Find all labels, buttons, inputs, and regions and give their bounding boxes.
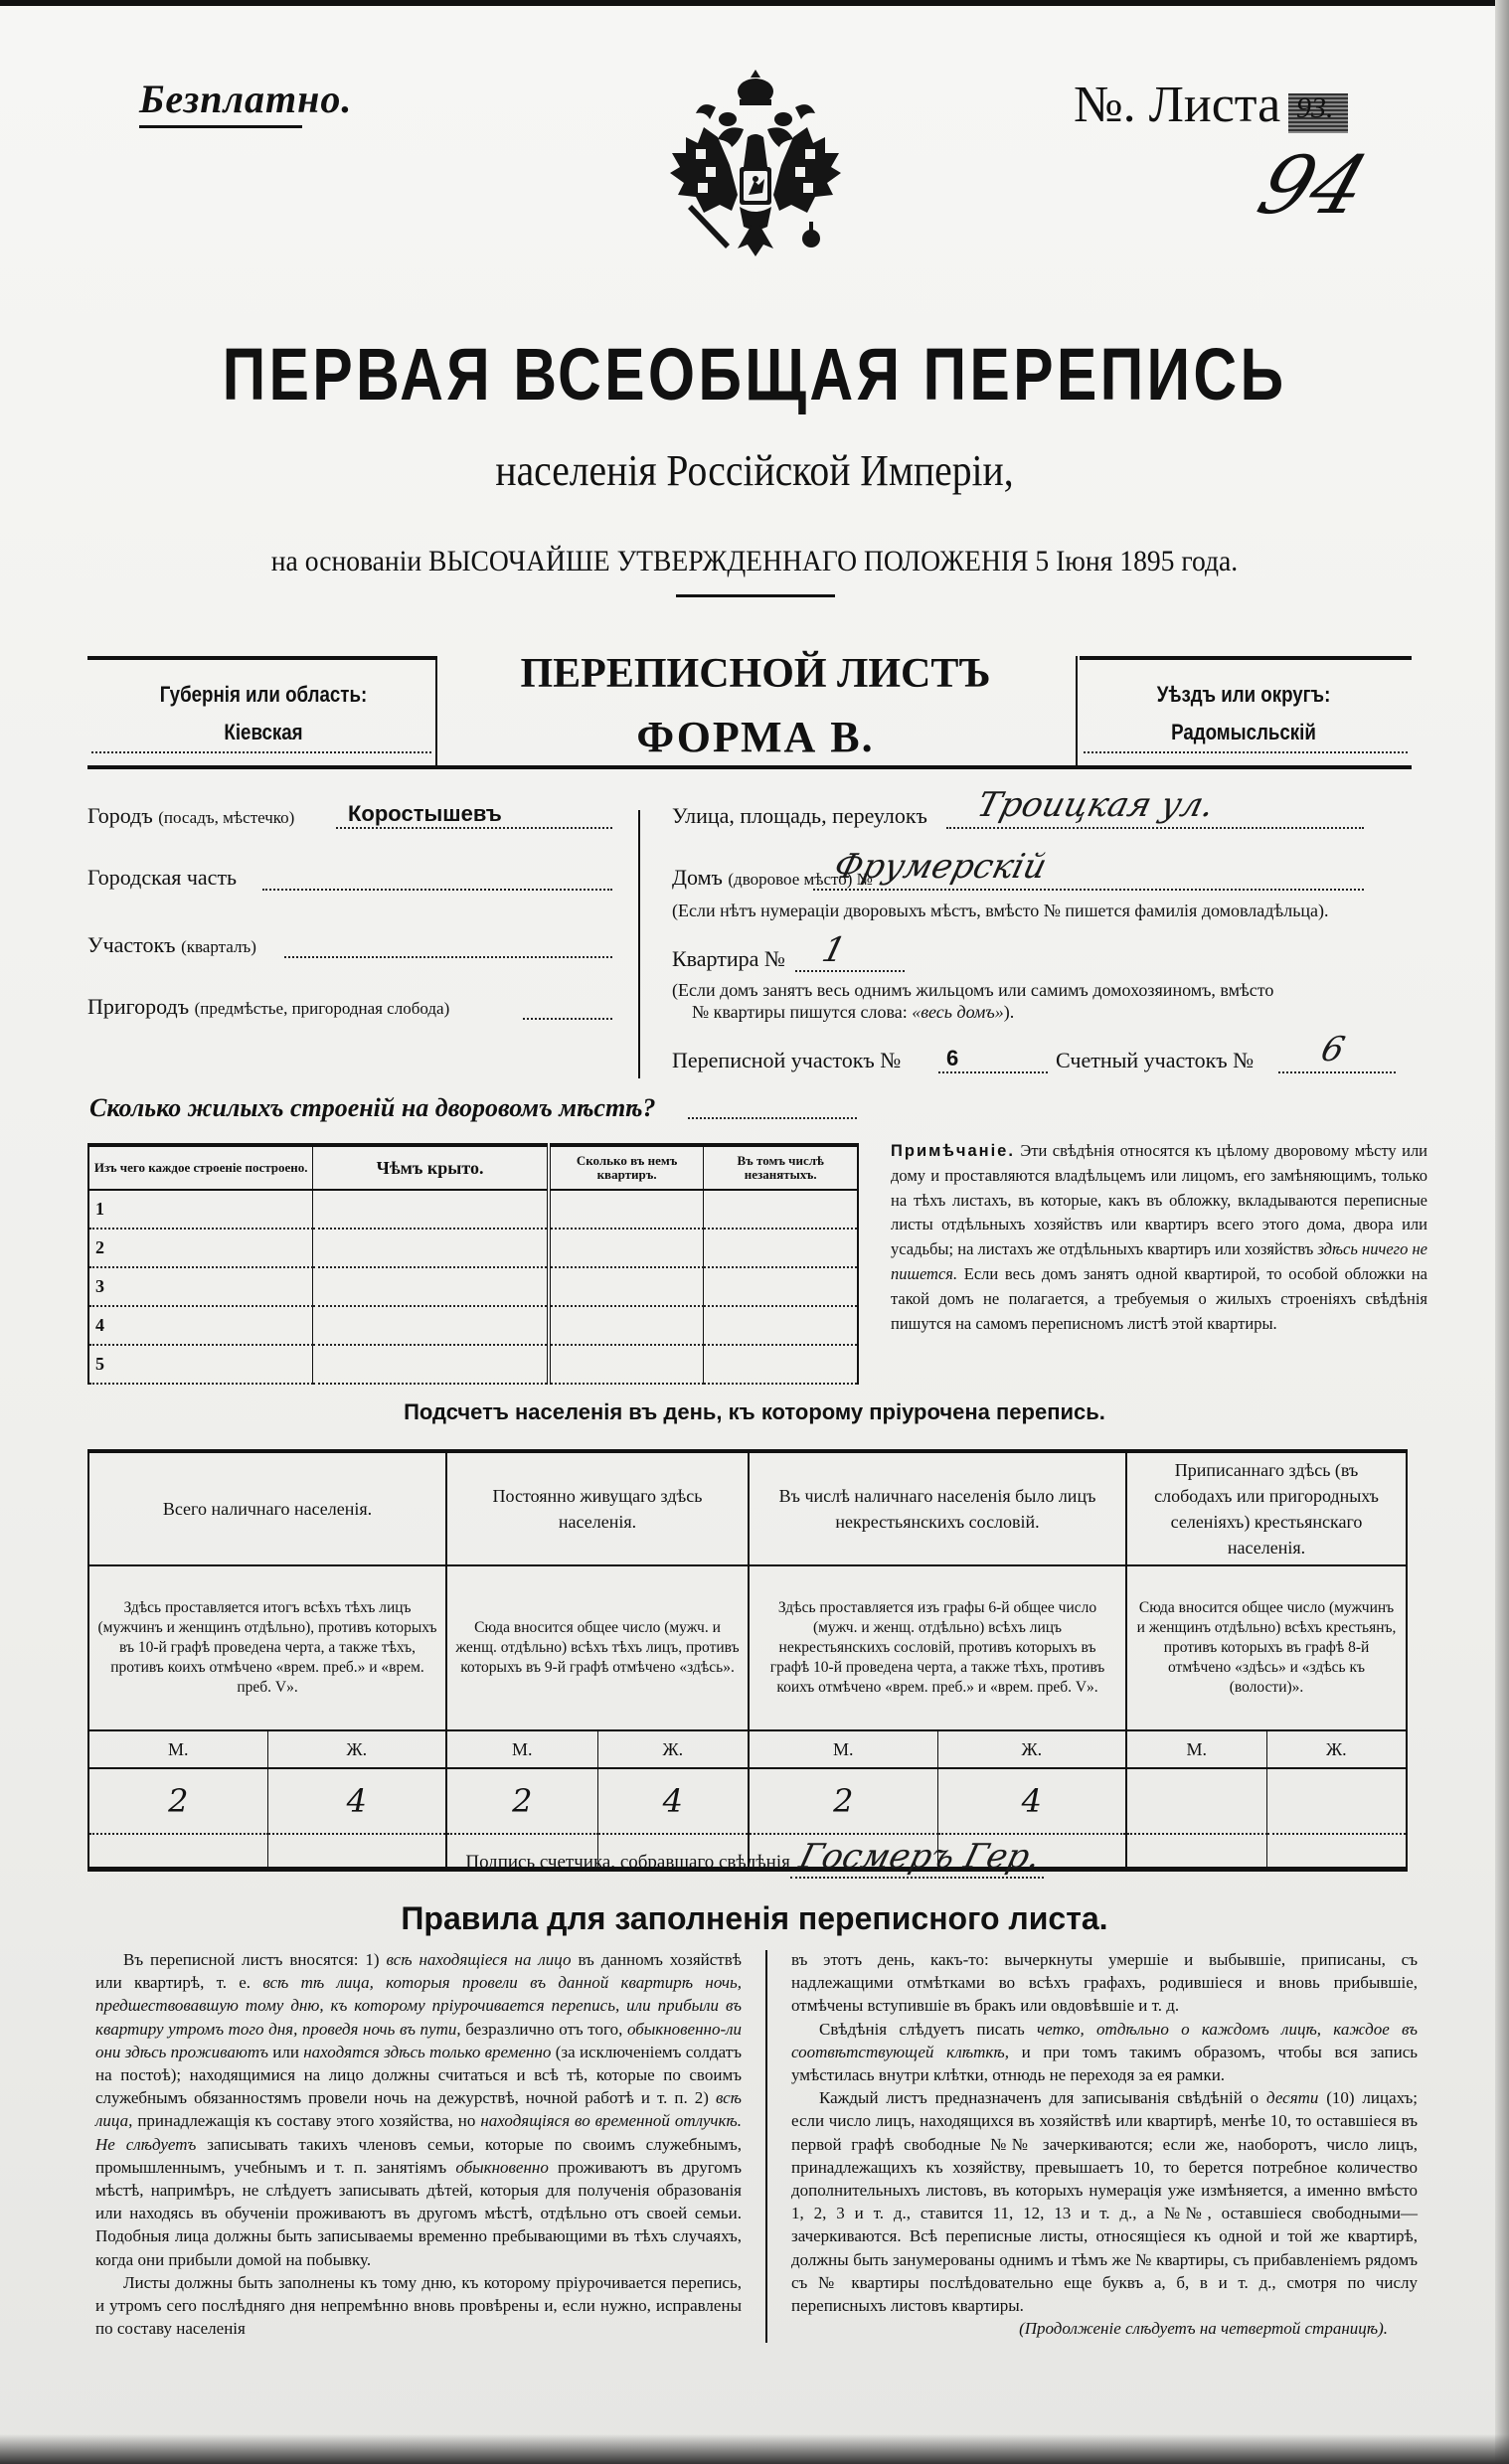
row-number[interactable]: 5 — [88, 1345, 313, 1384]
province-label: Губернія или область: — [159, 682, 368, 707]
house-fill-line — [813, 889, 1364, 891]
apartment-note-whole-house: «весь домъ» — [912, 1002, 1004, 1022]
rules-paragraph — [791, 2086, 1418, 2317]
continued-note: (Продолженіе слѣдуетъ на четвертой страницѣ). — [1019, 2319, 1388, 2339]
apartment-fill-line — [795, 970, 905, 972]
header-rule-left — [87, 656, 435, 660]
quarter-fill-line[interactable] — [284, 956, 612, 958]
male-header: М. — [88, 1730, 267, 1768]
house-value[interactable]: Фрумерскій — [830, 847, 1051, 887]
city-hint: (посадъ, мѣстечко) — [158, 808, 295, 827]
free-of-charge-label: Безплатно. — [139, 77, 353, 121]
city-part-fill-line[interactable] — [262, 889, 612, 891]
non-peasant-female-value[interactable]: 4 — [937, 1768, 1126, 1834]
rules-text: записывать такихъ членовъ семьи, которые по своимъ служебнымъ, промышленнымъ, учебнымъ и т. п. занятіямъ — [95, 2134, 743, 2177]
col-roofed-with: Чѣмъ крыто. — [313, 1145, 549, 1190]
total-male-value[interactable]: 2 — [88, 1768, 267, 1834]
rules-text: (за исключеніемъ солдатъ на постоѣ); находящимися на лицо должны считаться и всѣ тѣ, которые по своимъ служебнымъ обязанностямъ провели ночь на дежурствѣ, ночной работѣ и т. п. 2) — [95, 2042, 742, 2108]
sheet-number-handwritten: 94 — [1247, 139, 1379, 232]
cell-apartments[interactable] — [549, 1229, 704, 1267]
table-row — [88, 1190, 858, 1229]
scan-top-edge — [0, 0, 1509, 6]
quarter-field — [87, 932, 256, 958]
suburb-hint: (предмѣстье, пригородная слобода) — [194, 999, 450, 1018]
cell-roof[interactable] — [313, 1267, 549, 1306]
rules-text: Въ переписной листъ вносятся: 1) — [123, 1950, 380, 1969]
apartment-label: Квартира № — [672, 946, 785, 971]
buildings-table-header — [88, 1145, 858, 1190]
female-header: Ж. — [267, 1730, 446, 1768]
district-label: Уѣздъ или округъ: — [1156, 682, 1331, 707]
quarter-hint: (кварталъ) — [181, 937, 256, 956]
province-value[interactable]: Кіевская — [224, 720, 303, 744]
rules-text: проживаютъ въ другомъ мѣстѣ, напримѣръ, не слѣдуетъ записывать дѣтей, которыя для полученія образованія или находясь въ обученіи проживаютъ въ другомъ мѣстѣ, отдѣльно отъ своей семьи. Подобныя лица должны быть записываемы временно пребывающими въ тѣхъ случаяхъ, когда они прибыли домой на побывку. — [95, 2157, 743, 2269]
cell-apartments[interactable] — [549, 1190, 704, 1229]
street-value[interactable]: Троицкая ул. — [973, 785, 1219, 825]
house-note: (Если нѣтъ нумераціи дворовыхъ мѣстъ, вмѣсто № пишется фамилія домовладѣльца). — [672, 901, 1329, 920]
address-column-divider — [638, 810, 640, 1078]
rules-paragraph — [95, 1948, 742, 2271]
header-divider-right — [1076, 656, 1078, 765]
title-divider — [676, 594, 835, 597]
row-number[interactable]: 4 — [88, 1306, 313, 1345]
house-hint: (дворовое мѣсто) № — [728, 870, 873, 889]
note-text-italic: здѣсь ничего не пишется. — [891, 1239, 1428, 1283]
non-peasant-male-value[interactable]: 2 — [749, 1768, 937, 1834]
sheet-number-label: №. Листа — [1074, 77, 1281, 133]
document-subtitle: населенія Россійской Имперіи, — [495, 446, 1014, 495]
rules-column-divider — [765, 1950, 767, 2343]
population-count-table — [87, 1449, 1408, 1872]
male-header: М. — [446, 1730, 597, 1768]
cell-vacant[interactable] — [704, 1190, 858, 1229]
rules-paragraph: въ этотъ день, какъ-то: вычеркнуты умершіе и выбывшіе, приписаны, съ надлежащими отмѣтками во всѣхъ графахъ, родившіеся и вновь прибывшіе, отмѣчены вступившіе въ бракъ или овдовѣвшіе и т. д. — [791, 1950, 1418, 2016]
col-built-of: Изъ чего каждое строеніе построено. — [88, 1145, 313, 1190]
scan-bottom-shadow — [0, 2434, 1509, 2464]
signature-label: Подпись счетчика, собравшаго свѣдѣнія — [465, 1852, 790, 1873]
population-count-title: Подсчетъ населенія въ день, къ которому пріурочена перепись. — [404, 1399, 1105, 1424]
peasant-male-value[interactable] — [1126, 1768, 1266, 1834]
count-group-heads — [88, 1451, 1407, 1565]
enumerator-signature — [0, 1837, 1509, 1879]
male-header: М. — [749, 1730, 937, 1768]
row-number[interactable]: 3 — [88, 1267, 313, 1306]
rules-right-column — [791, 1948, 1418, 2340]
apartment-note-line2 — [692, 1002, 1014, 1023]
permanent-male-value[interactable]: 2 — [446, 1768, 597, 1834]
rules-text-italic: четко, отдѣльно о каждомъ лицѣ, каждое въ соотвѣтствующей клѣткѣ, — [791, 2019, 1418, 2061]
cell-vacant[interactable] — [704, 1267, 858, 1306]
cell-roof[interactable] — [313, 1306, 549, 1345]
note-text-1: Эти свѣдѣнія относятся къ цѣлому дворовому мѣсту или дому и проставляются владѣльцемъ или лицомъ, его замѣняющимъ, только на тѣхъ листахъ, въ которые, какъ въ обложку, вкладываются переписные листы отдѣльныхъ хозяйствъ или квартиръ всего этого дома, двора или усадьбы; на листахъ же отдѣльныхъ квартиръ или хозяйствъ — [891, 1141, 1428, 1259]
buildings-table — [87, 1143, 859, 1385]
rules-paragraph: Листы должны быть заполнены къ тому дню, къ которому пріурочивается перепись, и утромъ сего послѣдняго дня непремѣнно вновь провѣрены и, если нужно, исправлены по составу населенія — [95, 2272, 742, 2339]
rules-text-italic: всѣ находящіеся на лицо — [386, 1950, 572, 1969]
rules-text: (10) лицахъ; если число лицъ, находящихся въ хозяйствѣ или квартирѣ, менѣе 10, то оставшіеся въ первой графѣ свободные №№ зачеркиваются; если же, наоборотъ, число лицъ, принадлежащихъ къ хозяйству, превышаетъ 10, то берется потребное количество дополнительныхъ листовъ, въ которыхъ нумерація уже измѣняется, а именно вмѣсто 1, 2, 3 и т. д., ставится 11, 12, 13 и т. д., а №№, оставшіеся свободными—зачеркиваются. Всѣ переписные листы, относящіеся къ одной и той же квартирѣ, должны быть занумерованы однимъ и тѣмъ же № квартиры, съ прибавленіемъ рядомъ съ № квартиры послѣдовательно еще буквъ а, б, в и т. д., смотря по числу переписныхъ листовъ квартиры. — [791, 2088, 1418, 2316]
table-row — [88, 1229, 858, 1267]
row-number[interactable]: 2 — [88, 1229, 313, 1267]
document-title: ПЕРВАЯ ВСЕОБЩАЯ ПЕРЕПИСЬ — [222, 333, 1287, 415]
header-rule-bottom — [87, 765, 1412, 769]
rules-text-italic: находятся здѣсь только временно — [303, 2042, 552, 2061]
count-area-fill-line — [1278, 1071, 1396, 1073]
apartment-value-wrap[interactable] — [818, 930, 850, 970]
table-row — [88, 1345, 858, 1384]
group-peasant-head: Приписаннаго здѣсь (въ слободахъ или пригородныхъ селеніяхъ) крестьянскаго населенія. — [1126, 1451, 1407, 1565]
census-area-value[interactable]: 6 — [946, 1046, 959, 1070]
note-label: Примѣчаніе. — [891, 1142, 1015, 1160]
rules-text-italic: обыкновенно — [455, 2157, 549, 2177]
peasant-female-value[interactable] — [1266, 1768, 1407, 1834]
imperial-eagle-emblem-icon — [656, 68, 855, 266]
legal-basis-line: на основаніи ВЫСОЧАЙШЕ УТВЕРЖДЕННАГО ПОЛОЖЕНІЯ 5 Іюня 1895 года. — [270, 545, 1239, 577]
city-fill-line — [336, 827, 612, 829]
female-header: Ж. — [597, 1730, 749, 1768]
count-area-value-wrap[interactable] — [1317, 1030, 1349, 1069]
row-number[interactable]: 1 — [88, 1190, 313, 1229]
suburb-fill-line[interactable] — [523, 1018, 612, 1020]
city-label: Городъ — [87, 803, 153, 828]
cell-vacant[interactable] — [704, 1229, 858, 1267]
female-header: Ж. — [937, 1730, 1126, 1768]
house-label: Домъ — [672, 865, 723, 890]
rules-text-italic: всѣ тѣ лица, которыя провели въ данной квартирѣ ночь, предшествовавшую тому дню, къ которому пріурочивается перепись, или прибыли въ квартиру утромъ того дня, проведя ночь въ пути, — [95, 1973, 743, 2039]
note-paragraph — [891, 1139, 1427, 1336]
group-non-peasant-desc: Здѣсь проставляется изъ графы 6-й общее число (мужч. и женщ. отдѣльно) всѣхъ лицъ некрестьянскихъ сословій, противъ которыхъ въ графѣ 10-й проведена черта, а также тѣхъ, противъ коихъ отмѣчено «врем. преб.» и «врем. преб. V». — [749, 1565, 1126, 1730]
rules-text: и при томъ такимъ образомъ, чтобы вся запись умѣстилась внутри клѣтки, отнюдь не переходя за ея рамки. — [791, 2042, 1418, 2085]
group-total-desc: Здѣсь проставляется итогъ всѣхъ тѣхъ лицъ (мужчинъ и женщинъ отдѣльно), противъ которыхъ въ 10-й графѣ проведена черта, а также тѣхъ, противъ коихъ отмѣчено «врем. преб.» и «врем. преб. V». — [88, 1565, 446, 1730]
count-area-label: Счетный участокъ № — [1056, 1048, 1255, 1072]
signature-line[interactable] — [790, 1837, 1044, 1879]
city-value[interactable]: Коростышевъ — [348, 801, 502, 826]
cell-apartments[interactable] — [549, 1345, 704, 1384]
header-rule-right — [1080, 656, 1412, 660]
group-permanent-desc: Сюда вносится общее число (мужч. и женщ. отдѣльно) всѣхъ тѣхъ лицъ, противъ которыхъ въ 9-й графѣ отмѣчено «здѣсь». — [446, 1565, 749, 1730]
count-values-row — [88, 1768, 1407, 1834]
col-vacant: Въ томъ числѣ незанятыхъ. — [704, 1145, 858, 1190]
male-header: М. — [1126, 1730, 1266, 1768]
table-row — [88, 1267, 858, 1306]
rules-text-italic: обыкновенно-ли они здѣсь проживаютъ — [95, 2019, 743, 2061]
scan-right-edge — [1495, 0, 1509, 2464]
census-area-fill-line — [938, 1071, 1048, 1073]
rules-text: Каждый листъ предназначенъ для записыванія свѣдѣній о — [819, 2088, 1259, 2108]
rules-text: или — [272, 2042, 299, 2061]
form-title: ПЕРЕПИСНОЙ ЛИСТЪ — [520, 651, 991, 697]
cell-roof[interactable] — [313, 1345, 549, 1384]
free-label-underline — [139, 125, 302, 128]
rules-text: принадлежащія къ составу этого хозяйства, но — [137, 2111, 476, 2131]
apartment-note-end: ). — [1003, 1002, 1015, 1022]
buildings-answer-line[interactable] — [688, 1117, 857, 1119]
sheet-number-printed-old: 93. — [1296, 91, 1334, 124]
group-non-peasant-head: Въ числѣ наличнаго населенія было лицъ некрестьянскихъ сословій. — [749, 1451, 1126, 1565]
rules-text: въ данномъ хозяйствѣ или квартирѣ, т. е. — [95, 1950, 742, 1993]
suburb-field — [87, 994, 449, 1020]
total-female-value[interactable]: 4 — [267, 1768, 446, 1834]
cell-apartments[interactable] — [549, 1267, 704, 1306]
apartment-note-text: № квартиры пишутся слова: — [692, 1002, 908, 1022]
province-fill-line — [91, 751, 431, 753]
buildings-question: Сколько жилыхъ строеній на дворовомъ мѣстѣ? — [89, 1093, 656, 1122]
group-total-head: Всего наличнаго населенія. — [88, 1451, 446, 1565]
district-fill-line — [1084, 751, 1408, 753]
rules-text-italic: находящіяся во временной отлучкѣ. Не слѣдуетъ — [95, 2111, 743, 2154]
street-fill-line — [946, 827, 1364, 829]
note-text-2: Если весь домъ занятъ одной квартирой, то особой обложки на такой домъ не полагается, а требуемыя о жилыхъ строеніяхъ свѣдѣнія пишутся на самомъ переписномъ листѣ этой квартиры. — [891, 1263, 1428, 1333]
rules-text-italic: десяти — [1266, 2088, 1319, 2108]
district-value[interactable]: Радомысльскій — [1171, 720, 1316, 744]
form-subtitle: ФОРМА В. — [636, 713, 875, 761]
cell-apartments[interactable] — [549, 1306, 704, 1345]
count-area-value[interactable]: 6 — [1317, 1030, 1349, 1069]
cell-roof[interactable] — [313, 1190, 549, 1229]
house-value-wrap[interactable] — [830, 847, 1051, 887]
cell-roof[interactable] — [313, 1229, 549, 1267]
rules-left-column — [95, 1948, 742, 2340]
table-row — [88, 1306, 858, 1345]
apartment-note-line1: (Если домъ занятъ весь однимъ жильцомъ или самимъ домохозяиномъ, вмѣсто — [672, 980, 1274, 1000]
count-sex-headers — [88, 1730, 1407, 1768]
city-field — [87, 803, 294, 829]
street-value-wrap[interactable] — [973, 785, 1219, 825]
suburb-label: Пригородъ — [87, 994, 190, 1019]
cell-vacant[interactable] — [704, 1306, 858, 1345]
rules-text: безразлично отъ того, — [465, 2019, 623, 2039]
street-label: Улица, площадь, переулокъ — [672, 803, 927, 828]
rules-paragraph — [791, 2018, 1418, 2087]
permanent-female-value[interactable]: 4 — [597, 1768, 749, 1834]
female-header: Ж. — [1266, 1730, 1407, 1768]
cell-vacant[interactable] — [704, 1345, 858, 1384]
rules-text-italic: всѣ лица, — [95, 2088, 742, 2131]
quarter-label: Участокъ — [87, 932, 176, 957]
group-peasant-desc: Сюда вносится общее число (мужчинъ и женщинъ отдѣльно) всѣхъ крестьянъ, противъ которыхъ въ графѣ 8-й отмѣчено «здѣсь» и «здѣсь къ (волости)». — [1126, 1565, 1407, 1730]
group-permanent-head: Постоянно живущаго здѣсь населенія. — [446, 1451, 749, 1565]
apartment-value[interactable]: 1 — [818, 930, 850, 970]
census-area-label: Переписной участокъ № — [672, 1048, 902, 1072]
col-apartments: Сколько въ немъ квартиръ. — [549, 1145, 704, 1190]
signature-value: Госмеръ Гер. — [794, 1837, 1045, 1877]
rules-title: Правила для заполненія переписного листа. — [401, 1900, 1108, 1936]
city-part-label: Городская часть — [87, 865, 238, 890]
count-group-descriptions — [88, 1565, 1407, 1730]
rules-text: Свѣдѣнія слѣдуетъ писать — [819, 2019, 1025, 2039]
